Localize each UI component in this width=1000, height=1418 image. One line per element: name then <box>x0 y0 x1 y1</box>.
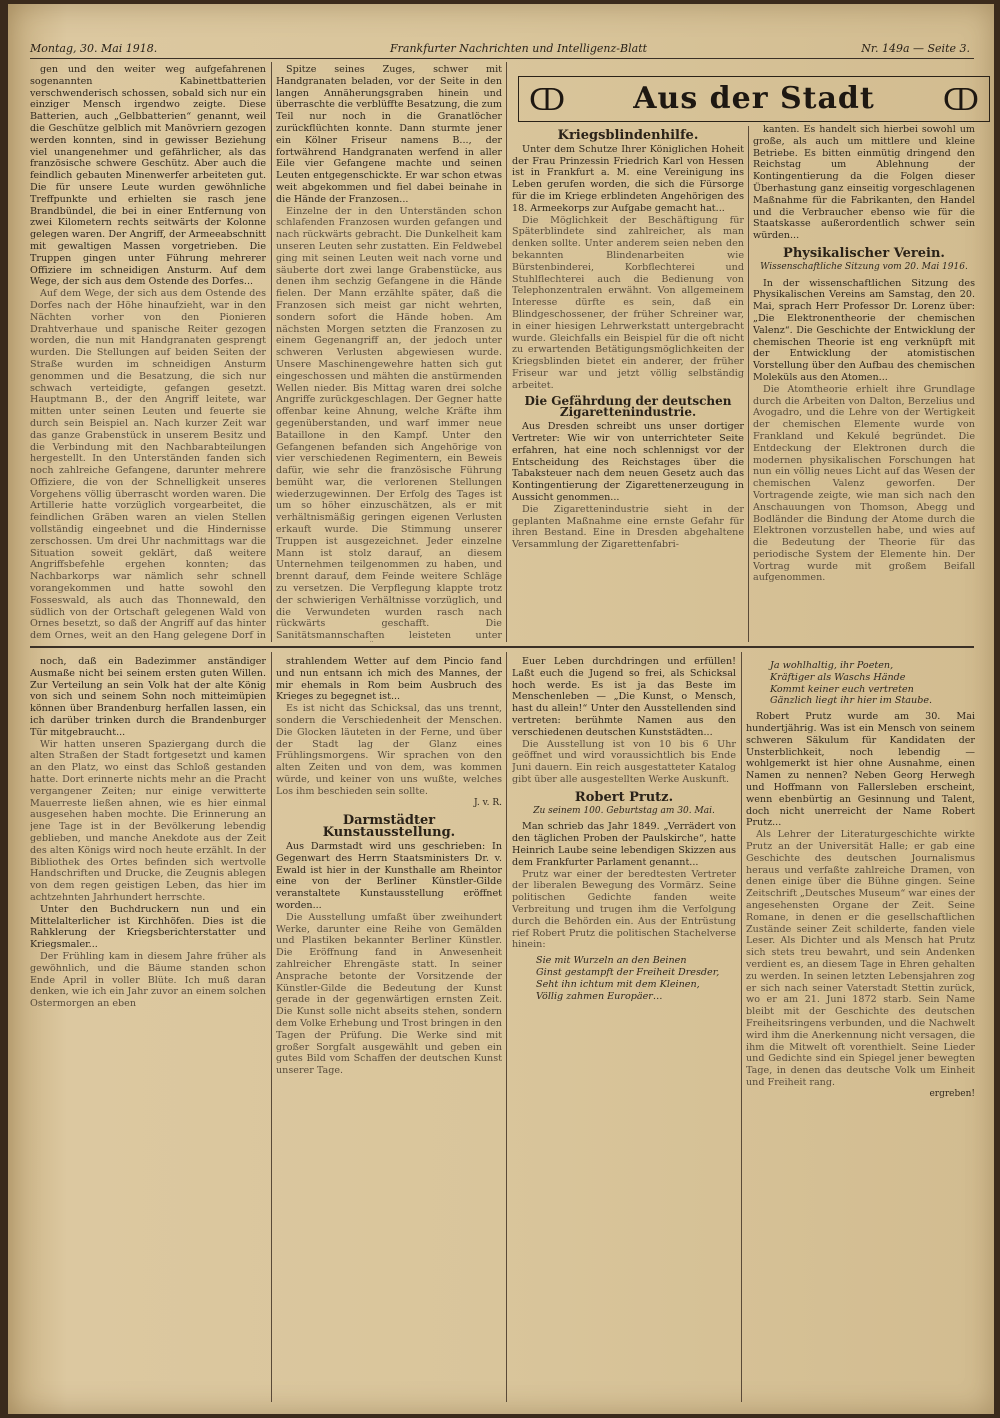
poem <box>536 955 736 1002</box>
column-divider <box>506 62 507 642</box>
article-text: noch, daß ein Badezimmer anständiger Ausmaße nicht bei seinem ersten guten Willen. Zur Verteilung an sein Volk hat der alte König von sich und seinem Sohn noch mitteimüpien können über Brandenburg herfallen lassen, ein ich darüber trinken durch die Brandenburger Tür mitgebraucht... <box>30 656 266 738</box>
article-text-continued: Die Atomtheorie erhielt ihre Grundlage durch die Arbeiten von Dalton, Berzelius und Avogadro, und die Lehre von der Wertigkeit der chemischen Elemente wurde von Frankland und Kekulé begründet. Die Entdeckung der Elektronen durch die modernen physikalischen Forschungen hat nun ein völlig neues Licht auf das Wesen der chemischen Valenz geworfen. Der Vortragende zeigte, wie man sich nach den Anschauungen von Thomson, Abegg und Bodländer die Bindung der Atome durch die Elektronen vorzustellen habe, und wies auf die Bedeutung der Theorie für das periodische System der Elemente hin. Der Vortrag wurde mit großem Beifall aufgenommen. <box>753 383 975 584</box>
section-title: Aus der Stadt <box>633 81 875 116</box>
article-heading: Kriegsblindenhilfe. <box>557 128 699 143</box>
article-heading: Robert Prutz. <box>574 789 674 805</box>
article-column-2 <box>276 64 502 642</box>
article-text-continued-2: Die Ausstellung umfaßt über zweihundert Werke, darunter eine Reihe von Gemälden und Plastiken bekannter Berliner Künstler. Die Eröffnung fand in Anwesenheit zahlreicher Ehrengäste statt. In seiner Ansprache betonte der Vorsitzende der Künstler-Gilde die Bedeutung der Kunst gerade in der gegenwärtigen ernsten Zeit. Die Kunst solle nicht abseits stehen, sondern dem Volke Erhebung und Trost bringen in den Tagen der Prüfung. Die Werke sind mit großer Sorgfalt ausgewählt und geben ein gutes Bild vom Schaffen der deutschen Kunst unserer Tage. <box>276 911 502 1077</box>
article-heading: Physikalischer Verein. <box>783 245 945 261</box>
poem-line: Gänzlich liegt ihr hier im Staube. <box>770 695 933 707</box>
poem-line: Seht ihn ichtum mit dem Kleinen, <box>536 978 700 990</box>
article-text: Euer Leben durchdringen und erfüllen! Laßt euch die Jugend so frei, als Schicksal hoch werde. Es ist ja das Beste im Menschenleben — „Die Kunst, o Mensch, hast du allein!“ Unter den Ausstellenden sind vertreten: berühmte Namen aus den verschiedenen deutschen Kunststädten... <box>512 656 736 738</box>
article-initials: J. v. R. <box>473 797 502 808</box>
article-text: Unter dem Schutze Ihrer Königlichen Hoheit der Frau Prinzessin Friedrich Karl von Hessen ist in Frankfurt a. M. eine Vereinigung ins Leben gerufen worden, die sich die Fürsorge für die im Kriege erblindeten Angehörigen des 18. Armeekorps zur Aufgabe gemacht hat... <box>512 143 744 214</box>
right-ornament-icon: ↀ <box>942 83 979 118</box>
column-divider <box>271 652 272 1402</box>
left-ornament-icon: ↀ <box>529 83 566 118</box>
article-text-kunst: Aus Darmstadt wird uns geschrieben: In Gegenwart des Herrn Staatsministers Dr. v. Ewald ist hier in der Kunsthalle am Rheintor eine von der Berliner Künstler-Gilde veranstaltete Kunstausstellung eröffnet worden... <box>276 840 502 911</box>
article-column-4 <box>753 124 975 642</box>
article-subheading: Zu seinem 100. Geburtstag am 30. Mai. <box>533 805 715 816</box>
article-heading: Darmstädter Kunstausstellung. <box>322 813 456 841</box>
article-text-continued: Die Möglichkeit der Beschäftigung für Späterblindete sind zahlreicher, als man denken sollte. Unter anderem seien neben den bekannten Blindenarbeiten wie Bürstenbinderei, Korbflechterei und Stuhlflechterei auch die Bedienung von Telephonzentralen erwähnt. Von allgemeinem Interesse dürfte es sein, daß ein Blindgeschossener, der früher Schreiner war, in einer hiesigen Lehrwerkstatt untergebracht wurde. Gleichfalls ein Beispiel für die oft nicht zu erwartenden Betätigungsmöglichkeiten der Kriegsblinden bietet ein anderer, der früher Friseur war und jetzt völlig selbständig arbeitet. <box>512 214 744 391</box>
lower-column-3 <box>512 656 736 1402</box>
article-heading-zigaretten: Die Gefährdung der deutschen Zigarettenindustrie. <box>524 393 732 420</box>
poem-line: Kräftiger als Waschs Hände <box>770 671 906 683</box>
poem-line: Sie mit Wurzeln an den Beinen <box>536 955 687 967</box>
article-text: Spitze seines Zuges, schwer mit Handgranaten beladen, vor der Seite in den langen Annäherungsgraben hinein und überraschte die verblüffte Besatzung, die zum Teil nur noch in die Granatlöcher zurückflüchten konnte. Dann sturmte jener ein Kölner Friseur namens B..., der fortwährend Handgranaten werfend in aller Eile vier Gefangene machte und seinen Leuten entgegenschickte. Er war schon etwas weit abgekommen und fiel dabei beinahe in die Hände der Franzosen... <box>276 64 502 205</box>
article-subheading: Wissenschaftliche Sitzung vom 20. Mai 1916. <box>760 261 968 272</box>
article-text-zigaretten: Aus Dresden schreibt uns unser dortiger Vertreter: Wie wir von unterrichteter Seite erfahren, hat eine noch schlennigst vor der Entscheidung des Reichstages über die Tabaksteuer nach dem neuen Gesetz auch das Kontingentierung der Zigarettenerzeugung in Aussicht genommen... <box>512 421 744 503</box>
newspaper-page <box>8 4 994 1414</box>
article-text-continued: Einzelne der in den Unterständen schon schlafenden Franzosen wurden gefangen und nach rückwärts gebracht. Die Dunkelheit kam unseren Leuten sehr zustatten. Ein Feldwebel ging mit seinen Leuten weit nach vorne und säuberte dort zwei lange Grabenstücke, aus denen ihm sechzig Gefangene in die Hände fielen. Der Mann erzählte später, daß die Franzosen sich meist gar nicht wehrten, sondern sofort die Hände hoben. Am nächsten Morgen setzten die Franzosen zu einem Gegenangriff an, der jedoch unter schweren Verlusten abgewiesen wurde. Unsere Maschinengewehre hatten sich gut eingeschossen und mähten die anstürmenden Wellen nieder. Bis Mittag waren drei solche Angriffe zurückgeschlagen. Der Gegner hatte offenbar keine Ahnung, welche Kräfte ihm gegenüberstanden, und warf immer neue Bataillone in den Kampf. Unter den Gefangenen befanden sich Angehörige von vier verschiedenen Regimentern, ein Beweis dafür, wie sehr die französische Führung bemüht war, die verlorenen Stellungen wiederzugewinnen. Der Erfolg des Tages ist um so höher einzuschätzen, als er mit verhältnismäßig geringen eigenen Verlusten erkauft wurde. Die Stimmung unserer Truppen ist ausgezeichnet. Jeder einzelne Mann ist stolz darauf, an diesem Unternehmen teilgenommen zu haben, und brennt darauf, dem Feinde weitere Schläge zu versetzen. Die Verpflegung klappte trotz der schwierigen Verhältnisse vorzüglich, und die Verwundeten wurden rasch nach rückwärts geschafft. Die Sanitätsmannschaften leisteten unter <box>276 205 502 642</box>
article-text-continued-2: Der Frühling kam in diesem Jahre früher als gewöhnlich, und die Bäume standen schon Ende April in voller Blüte. Ich muß daran denken, wie ich ein Jahr zuvor an einem solchen Ostermorgen an eben <box>30 950 266 1010</box>
article-text-continued: Wir hatten unseren Spaziergang durch die alten Straßen der Stadt fortgesetzt und kamen an den Platz, wo einst das Schloß gestanden hatte. Dort erinnerte nichts mehr an die Pracht vergangener Zeiten; nur einige verwitterte Mauerreste ließen ahnen, wie es hier einmal ausgesehen haben mochte. Die Erinnerung an jene Tage ist in der Bevölkerung lebendig geblieben, und manche Anekdote aus der Zeit des alten Königs wird noch heute erzählt. In der Bibliothek des Ortes befinden sich wertvolle Handschriften und Drucke, die Zeugnis ablegen von dem regen geistigen Leben, das hier im achtzehnten Jahrhundert herrschte. <box>30 738 266 903</box>
masthead-title: Frankfurter Nachrichten und Intelligenz-Blatt <box>390 42 648 55</box>
column-divider <box>506 652 507 1402</box>
horizontal-divider <box>30 646 974 648</box>
article-column-3 <box>512 124 744 642</box>
column-divider <box>748 126 749 642</box>
article-text-continued: Als Lehrer der Literaturgeschichte wirkte Prutz an der Universität Halle; er gab eine Geschichte des deutschen Journalismus heraus und verfaßte zahlreiche Dramen, von denen einige über die Bühne gingen. Seine Zeitschrift „Deutsches Museum“ war eines der angesehensten Organe der Zeit. Seine Romane, in denen er die gesellschaftlichen Zustände seiner Zeit schilderte, fanden viele Leser. Als Dichter und als Mensch hat Prutz sich stets treu bewahrt, und sein Andenken verdient es, an diesem Tage in Ehren gehalten zu werden. In seinen letzten Lebensjahren zog er sich nach seiner Vaterstadt Stettin zurück, wo er am 21. Juni 1872 starb. Sein Name bleibt mit der Geschichte des deutschen Freiheitsringens verbunden, und die Nachwelt wird ihm die Anerkennung nicht versagen, die ihm die Mitwelt oft vorenthielt. Seine Lieder und Gedichte sind ein Spiegel jener bewegten Tage, in denen das deutsche Volk um Einheit und Freiheit rang. <box>746 829 975 1088</box>
column-divider <box>271 62 272 642</box>
lower-column-2 <box>276 656 502 1402</box>
masthead-page-number: Nr. 149a — Seite 3. <box>861 42 970 55</box>
article-text-continued-2: Prutz war einer der beredtesten Vertreter der liberalen Bewegung des Vormärz. Seine politischen Gedichte fanden weite Verbreitung und trugen ihm die Verfolgung durch die Behörden ein. Aus der Entrüstung rief Robert Prutz die politischen Stachelverse hinein: <box>512 868 736 951</box>
masthead <box>30 38 974 59</box>
article-signature: ergreben! <box>929 1088 975 1099</box>
article-text: kanten. Es handelt sich hierbei sowohl um große, als auch um mittlere und kleine Betriebe. Es bitten einmütig dringend den Reichstag um Ablehnung der Kontingentierung da die Folgen dieser Überhastung ganz einseitig vorgeschlagenen Maßnahme für die Fabrikanten, den Handel und die Verbraucher ebenso wie für die Staatskasse außerordentlich schwer sein würden... <box>753 124 975 242</box>
lower-column-4 <box>746 656 975 1402</box>
article-text-physik: In der wissenschaftlichen Sitzung des Physikalischen Vereins am Samstag, den 20. Mai, sprach Herr Professor Dr. Lorenz über: „Die Elektronentheorie der chemischen Valenz“. Die Geschichte der Entwicklung der chemischen Theorie ist eng verknüpft mit der Entwicklung der atomistischen Vorstellung über den Aufbau des chemischen Moleküls aus den Atomen... <box>753 277 975 383</box>
article-text-continued: Die Zigarettenindustrie sieht in der geplanten Maßnahme eine ernste Gefahr für ihren Bestand. Eine in Dresden abgehaltene Versammlung der Zigarettenfabri- <box>512 503 744 551</box>
poem-line: Völlig zahmen Europäer… <box>536 990 663 1002</box>
article-text-continued: Es ist nicht das Schicksal, das uns trennt, sondern die Verschiedenheit der Menschen. Die Glocken läuteten in der Ferne, und über der Stadt lag der Glanz eines Frühlingsmorgens. Wir sprachen von den alten Zeiten und von dem, was kommen würde, und keiner von uns wußte, welches Los ihm beschieden sein sollte. <box>276 703 502 797</box>
lower-column-1 <box>30 656 266 1402</box>
poem-line: Ginst gestampft der Freiheit Dresder, <box>536 966 720 978</box>
article-text-continued: Die Ausstellung ist von 10 bis 6 Uhr geöffnet und wird voraussichtlich bis Ende Juni dauern. Ein reich ausgestatteter Katalog gibt über alle ausgestellten Werke Auskunft. <box>512 738 736 785</box>
article-text: Robert Prutz wurde am 30. Mai hundertjährig. Was ist ein Mensch von seinem schweren Säkulum für Kandidaten der Unsterblichkeit, noch lebendig — wohlgemerkt ist hier ohne Ausnahme, einen Namen zu nennen? Neben Georg Herwegh und Hoffmann von Fallersleben erscheint, wenn ebenbürtig an Gesinnung und Talent, doch nicht unerreicht der Name Robert Prutz... <box>746 711 975 829</box>
article-column-1 <box>30 64 266 642</box>
article-text-continued: Auf dem Wege, der sich aus dem Ostende des Dorfes nach der Höhe hinaufzieht, war in den Nächten vorher von den Pionieren Drahtverhaue und spanische Reiter gezogen worden, die nun mit Handgranaten gesprengt wurden. Die Stellungen auf beiden Seiten der Straße wurden im schneidigen Ansturm genommen und die Besatzung, die sich nur schwach verteidigte, gefangen gesetzt. Hauptmann B., der den Angriff leitete, war mitten unter seinen Leuten und feuerte sie durch sein Beispiel an. Nach kurzer Zeit war das ganze Grabenstück in unserem Besitz und die Verbindung mit den Nachbarabteilungen hergestellt. In den Unterständen fanden sich noch zahlreiche Gefangene, darunter mehrere Offiziere, die von der Schnelligkeit unseres Vorgehens völlig überrascht worden waren. Die Artillerie hatte vorzüglich vorgearbeitet, die feindlichen Gräben waren an vielen Stellen vollständig eingeebnet und die Hindernisse zerschossen. Um drei Uhr nachmittags war die Situation soweit geklärt, daß weitere Angriffsbefehle ergehen konnten; das Nachbarkorps war nämlich sehr schnell vorangekommen und hatte sowohl den Fosseswald, als auch das Thonnewald, den südlich von der Ortschaft gelegenen Wald von Ornes besetzt, so daß der Angriff auf das hinter dem Ornes, weit an den Hang gelegene Dorf in <box>30 288 266 642</box>
article-text-2: Unter den Buchdruckern nun und ein Mittelalterlicher ist Kirchhöfen. Dies ist die Rahklerung der Kriegsberichterstatter und Kriegsmaler... <box>30 903 266 951</box>
masthead-date: Montag, 30. Mai 1918. <box>30 42 158 55</box>
poem <box>770 660 975 707</box>
section-banner <box>518 76 990 122</box>
article-text-prutz: Man schrieb das Jahr 1849. „Verrädert von den täglichen Proben der Paulskirche“, hatte Heinrich Laube seine lebendigen Skizzen aus dem Frankfurter Parlament genannt... <box>512 821 736 868</box>
poem-line: Kommt keiner euch vertreten <box>770 683 914 695</box>
poem-line: Ja wohlhaltig, ihr Poeten, <box>770 660 894 671</box>
article-text: strahlendem Wetter auf dem Pincio fand und nun entsann ich mich des Mannes, der mir ehemals in Rom beim Ausbruch des Krieges zu begegnet ist... <box>276 656 502 703</box>
column-divider <box>741 652 742 1402</box>
article-text: gen und den weiter weg aufgefahrenen sogenannten Kabinettbatterien verschwenderisch schossen, sobald sich nur ein einziger Mensch irgendwo zeigte. Diese Batterien, auch „Gelbbatterien“ genannt, weil die Geschütze gelblich mit Manövriern gezogen werden konnten, sind in gewisser Beziehung viel unangenehmer und gefährlicher, als das französische schwere Geschütz. Aber auch die feindlich gebauten Minenwerfer arbeiteten gut. Die für unsere Leute wurden gewöhnliche Treffpunkte und erhielten sie rasch jene Brandbündel, die bei in einer Entfernung von zwei Kilometern rechts seitwärts der Kolonne gelegen waren. Der Angriff, der Armeeabschnitt mit gewaltigen Massen vorgetrieben. Die Truppen gingen unter Führung mehrerer Offiziere im schneidigen Ansturm. Auf dem Wege, der sich aus dem Ostende des Dorfes... <box>30 64 266 288</box>
